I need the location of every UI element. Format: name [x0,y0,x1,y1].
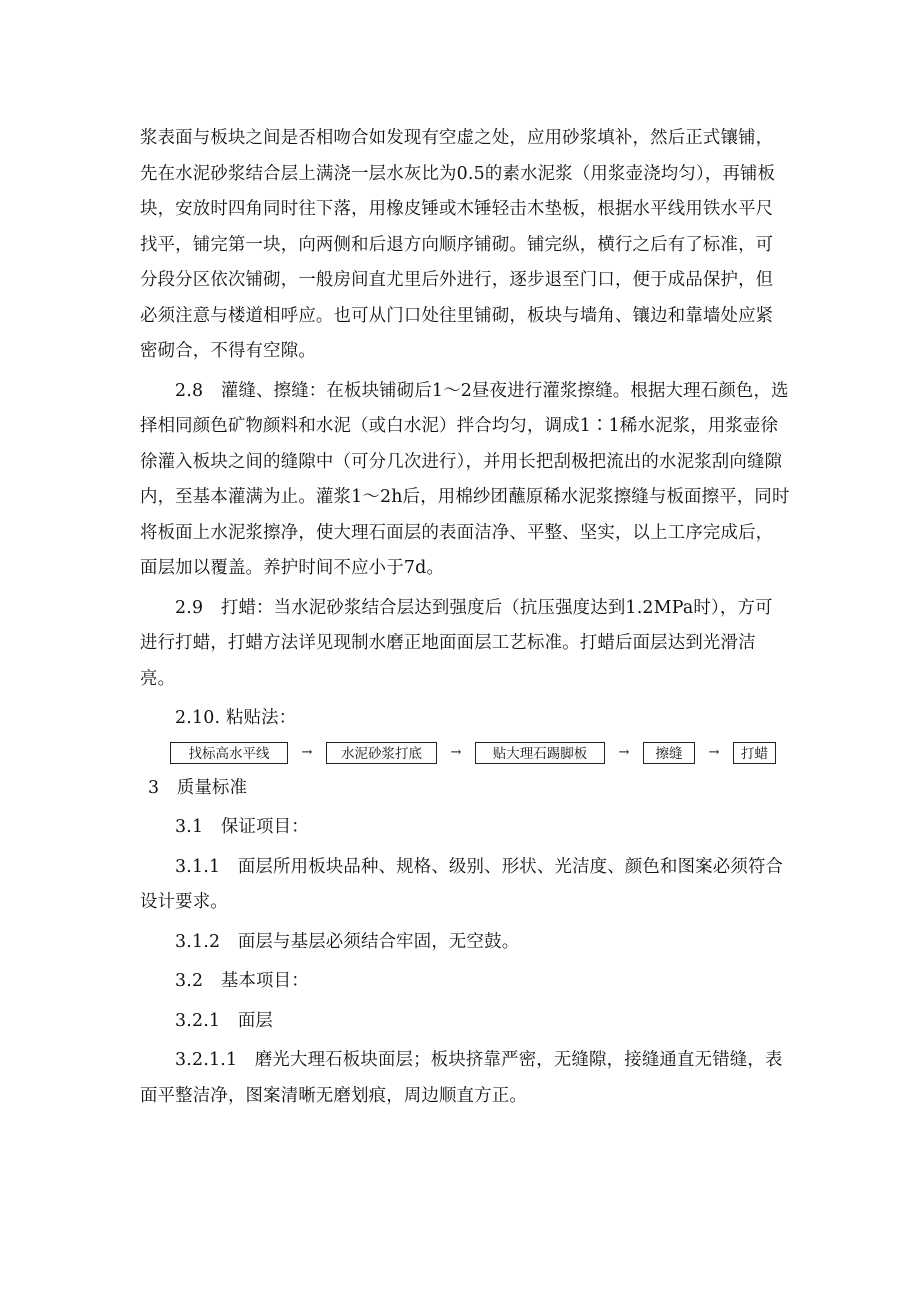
paragraph-2-8: 2.8 灌缝、擦缝：在板块铺砌后1～2昼夜进行灌浆擦缝。根据大理石颜色，选择相同颜色矿物颜料和水泥（或白水泥）拌合均匀，调成1∶1稀水泥浆，用浆壶徐徐灌入板块之间的缝隙中（可分几次进行），并用长把刮极把流出的水泥浆刮向缝隙内，至基本灌满为止。灌浆1～2h后，用棉纱团蘸原稀水泥浆擦缝与板面擦平，同时将板面上水泥浆擦净，使大理石面层的表面洁净、平整、坚实，以上工序完成后，面层加以覆盖。养护时间不应小于7d。 [140,380,790,578]
flow-step-waxing: 打蜡 [733,742,776,764]
process-flowchart [170,738,790,768]
flow-step-skirting: 贴大理石踢脚板 [475,742,605,764]
paragraph-3-1: 3.1 保证项目： [175,817,309,837]
flow-arrow-icon: → [301,745,313,760]
paragraph-3-1-2: 3.1.2 面层与基层必须结合牢固，无空鼓。 [175,931,520,952]
paragraph-2-9: 2.9 打蜡：当水泥砂浆结合层达到强度后（抗压强度达到1.2MPa时），方可进行打蜡，打蜡方法详见现制水磨正地面面层工艺标准。打蜡后面层达到光滑洁亮。 [140,597,773,689]
paragraph-3-1-1: 3.1.1 面层所用板块品种、规格、级别、形状、光洁度、颜色和图案必须符合设计要求。 [140,856,784,912]
flow-step-joint-wipe: 擦缝 [643,742,695,764]
paragraph-3-2: 3.2 基本项目： [175,971,309,991]
flow-step-mortar-base: 水泥砂浆打底 [326,742,437,764]
section-heading-3: 3 质量标准 [148,777,248,798]
flow-step-level-line: 找标高水平线 [170,742,288,764]
flow-arrow-icon: → [708,745,720,760]
paragraph-3-2-1: 3.2.1 面层 [175,1010,274,1031]
flow-arrow-icon: → [618,745,630,760]
paragraph-paving: 浆表面与板块之间是否相吻合如发现有空虚之处，应用砂浆填补，然后正式镶铺，先在水泥砂浆结合层上满浇一层水灰比为0.5的素水泥浆（用浆壶浇均匀），再铺板块，安放时四角同时往下落，用橡皮锤或木锤轻击木垫板，根据水平线用铁水平尺找平，铺完第一块，向两侧和后退方向顺序铺砌。铺完纵，横行之后有了标准，可分段分区依次铺砌，一般房间直尤里后外进行，逐步退至门口，便于成品保护，但必须注意与楼道相呼应。也可从门口处往里铺砌，板块与墙角、镶边和靠墙处应紧密砌合，不得有空隙。 [140,128,776,361]
paragraph-3-2-1-1: 3.2.1.1 磨光大理石板块面层；板块挤靠严密，无缝隙，接缝通直无错缝，表面平整洁净，图案清晰无磨划痕，周边顺直方正。 [140,1050,783,1106]
flow-arrow-icon: → [450,745,462,760]
document-body [140,121,790,1114]
paragraph-2-10: 2.10. 粘贴法： [175,708,297,728]
